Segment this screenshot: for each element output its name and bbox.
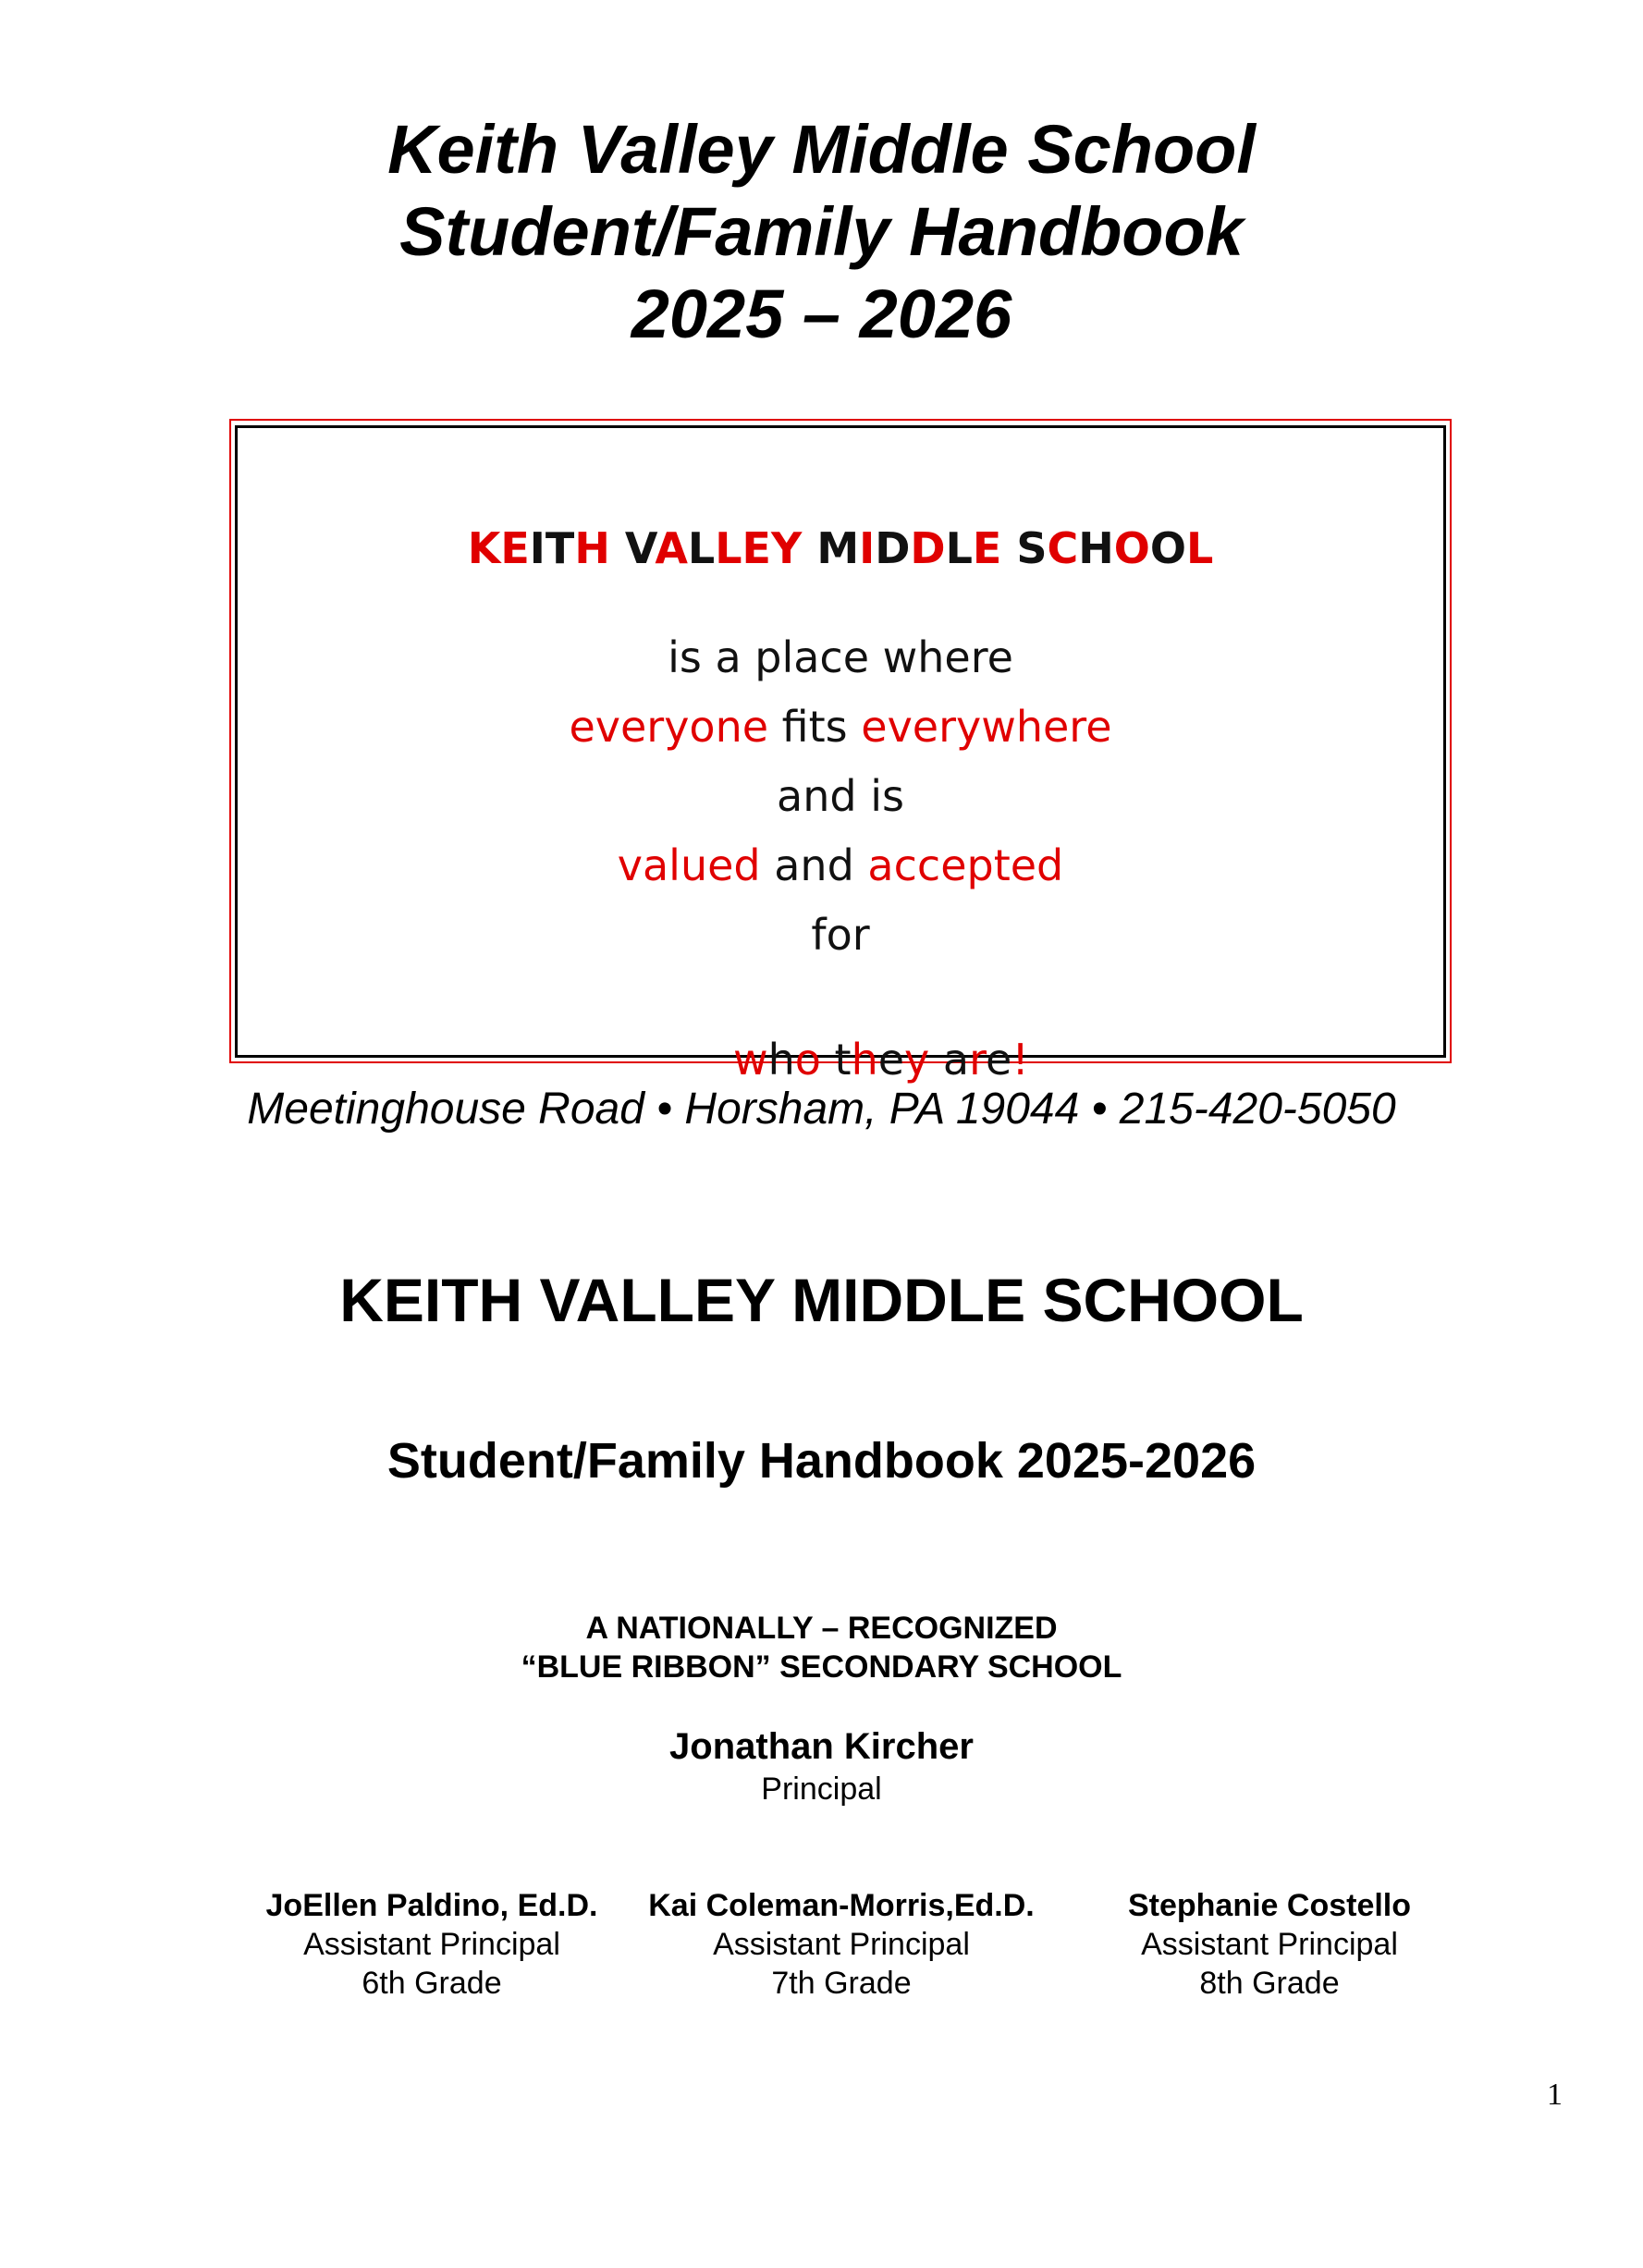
mission-heading: KEITH VALLEY MIDDLE SCHOOL bbox=[467, 523, 1214, 573]
assistant-principal-6th bbox=[191, 1886, 672, 2003]
mission-line-5: for bbox=[811, 910, 870, 960]
principal-name: Jonathan Kircher bbox=[669, 1726, 974, 1767]
school-address: Meetinghouse Road • Horsham, PA 19044 • 215-420-5050 bbox=[247, 1085, 1396, 1134]
page-number: 1 bbox=[1547, 2078, 1563, 2112]
cover-title-line-1: Keith Valley Middle School bbox=[387, 111, 1256, 188]
assistant-principal-title: Assistant Principal bbox=[1141, 1927, 1398, 1962]
assistant-principal-name: Stephanie Costello bbox=[1127, 1888, 1412, 1923]
assistant-principal-title: Assistant Principal bbox=[713, 1927, 970, 1962]
recognition-line-1: A NATIONALLY – RECOGNIZED bbox=[585, 1611, 1058, 1646]
handbook-title: Student/Family Handbook 2025-2026 bbox=[386, 1433, 1257, 1489]
cover-title-line-3: 2025 – 2026 bbox=[631, 276, 1012, 352]
assistant-principal-grade: 8th Grade bbox=[1199, 1966, 1340, 2001]
cover-title-line-2: Student/Family Handbook bbox=[399, 193, 1244, 270]
assistant-principal-8th bbox=[1029, 1886, 1510, 2003]
assistant-principal-7th bbox=[601, 1886, 1082, 2003]
mission-statement-box bbox=[235, 425, 1446, 1085]
principal-title: Principal bbox=[761, 1771, 882, 1807]
assistant-principal-title: Assistant Principal bbox=[303, 1927, 560, 1962]
recognition-line-2: “BLUE RIBBON” SECONDARY SCHOOL bbox=[521, 1649, 1122, 1685]
school-name-heading: KEITH VALLEY MIDDLE SCHOOL bbox=[339, 1266, 1304, 1334]
assistant-principal-grade: 6th Grade bbox=[362, 1966, 502, 2001]
mission-line-6: who they are! bbox=[732, 1035, 1029, 1085]
mission-line-2: everyone fits everywhere bbox=[569, 702, 1112, 752]
assistant-principal-grade: 7th Grade bbox=[771, 1966, 912, 2001]
mission-line-3: and is bbox=[777, 771, 904, 821]
assistant-principal-name: JoEllen Paldino, Ed.D. bbox=[265, 1888, 598, 1923]
mission-line-1: is a place where bbox=[668, 632, 1013, 682]
mission-line-4: valued and accepted bbox=[617, 840, 1064, 890]
assistant-principal-name: Kai Coleman-Morris,Ed.D. bbox=[648, 1888, 1035, 1923]
